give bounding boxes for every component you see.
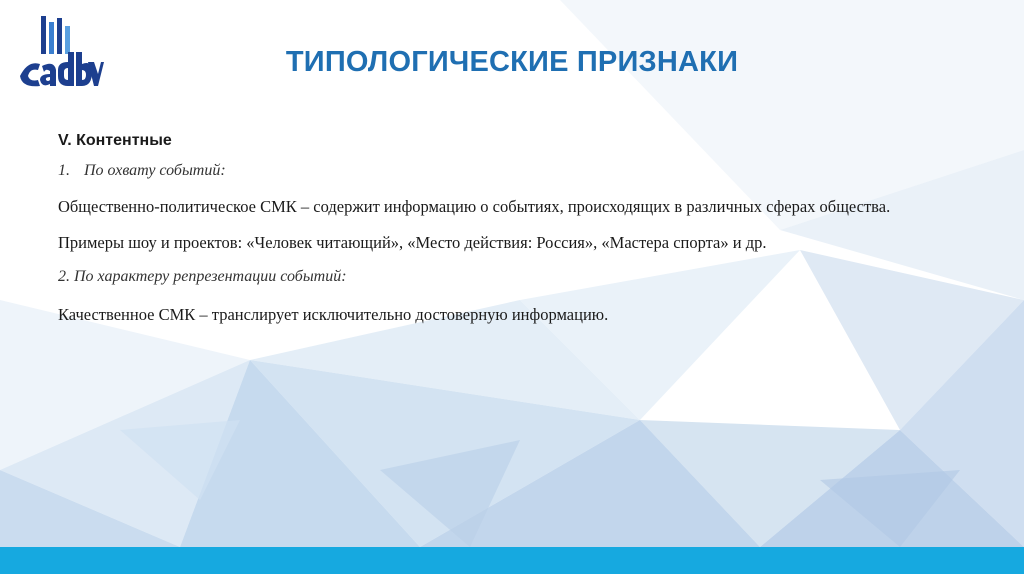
slide-content — [58, 132, 958, 340]
paragraph-3: Качественное СМК – транслирует исключительно достоверную информацию. — [58, 305, 609, 324]
list-item-1-text: По охвату событий: — [84, 162, 226, 179]
bottom-accent-bar — [0, 547, 1024, 574]
paragraph-2: Примеры шоу и проектов: «Человек читающий», «Место действия: Россия», «Мастера спорта» и др. — [58, 233, 767, 252]
list-item-1 — [58, 162, 958, 180]
section-heading: V. Контентные — [58, 132, 172, 149]
list-item-2: 2. По характеру репрезентации событий: — [58, 268, 347, 285]
list-item-1-number: 1. — [58, 162, 70, 179]
slide-title: ТИПОЛОГИЧЕСКИЕ ПРИЗНАКИ — [285, 46, 739, 78]
paragraph-1: Общественно-политическое СМК – содержит информацию о событиях, происходящих в различных сферах общества. — [58, 197, 891, 216]
